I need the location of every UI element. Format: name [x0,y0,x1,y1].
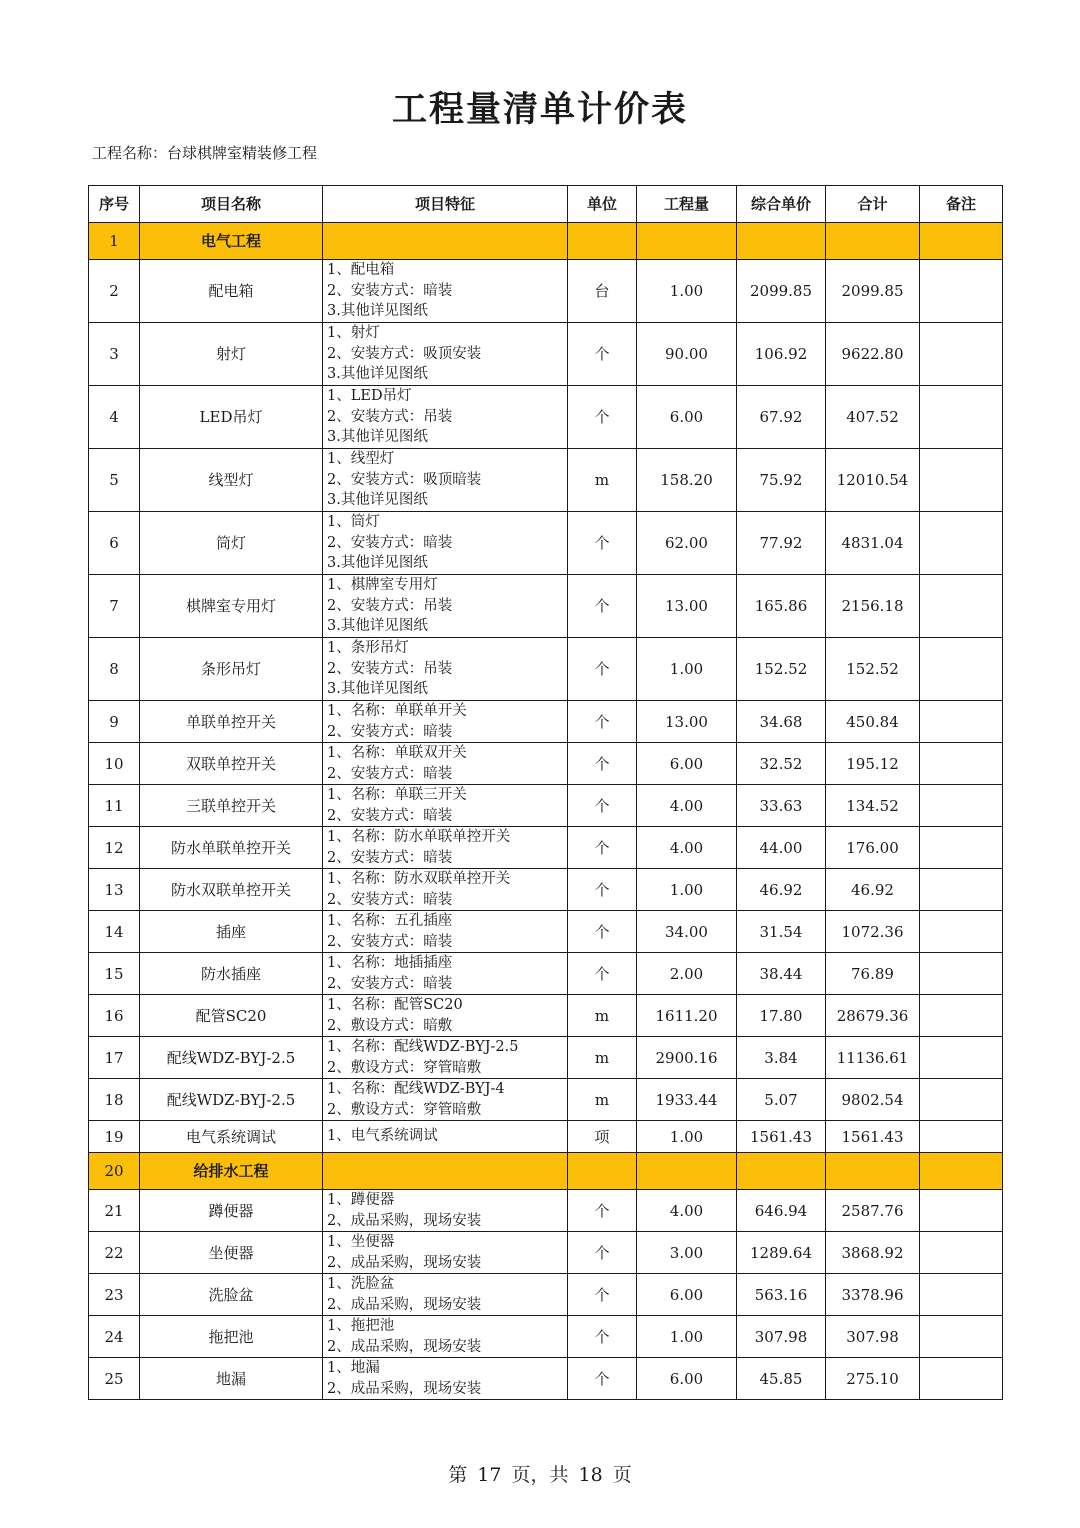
item-name: 三联单控开关 [140,785,323,827]
item-total: 176.00 [826,827,920,869]
item-unit: 个 [568,785,637,827]
item-features [323,638,568,701]
item-unit: 台 [568,260,637,323]
row-no: 8 [89,638,140,701]
item-unit: 个 [568,953,637,995]
table-row [89,449,1003,512]
item-qty: 90.00 [637,323,737,386]
feature-line: 2、安装方式：吸顶安装 [327,345,482,362]
item-note [920,911,1003,953]
feature-line: 2、安装方式：吸顶暗装 [327,471,482,488]
row-no: 10 [89,743,140,785]
item-unit: m [568,1079,637,1121]
item-features [323,1121,568,1153]
empty-cell [323,1153,568,1190]
item-features [323,953,568,995]
item-qty: 2900.16 [637,1037,737,1079]
item-features [323,1079,568,1121]
item-qty: 2.00 [637,953,737,995]
table-row [89,1121,1003,1153]
feature-line: 3.其他详见图纸 [327,429,428,446]
item-name: 插座 [140,911,323,953]
item-note [920,638,1003,701]
item-price: 46.92 [737,869,826,911]
item-qty: 4.00 [637,785,737,827]
item-total: 76.89 [826,953,920,995]
row-no: 7 [89,575,140,638]
header-row [89,186,1003,223]
item-note [920,1316,1003,1358]
feature-line: 2、安装方式：暗装 [327,933,453,950]
page-footer [0,1460,1080,1487]
item-qty: 158.20 [637,449,737,512]
row-no: 11 [89,785,140,827]
item-unit: 个 [568,575,637,638]
feature-line: 2、成品采购，现场安装 [327,1380,482,1397]
item-note [920,869,1003,911]
row-no: 19 [89,1121,140,1153]
table-row [89,869,1003,911]
row-no: 21 [89,1190,140,1232]
empty-cell [737,1153,826,1190]
row-no: 25 [89,1358,140,1400]
row-no: 17 [89,1037,140,1079]
feature-line: 1、名称：单联双开关 [327,745,467,761]
header-note: 备注 [920,186,1003,223]
header-price: 综合单价 [737,186,826,223]
feature-line: 1、电气系统调试 [327,1128,438,1145]
item-note [920,743,1003,785]
feature-line: 1、名称：地插插座 [327,955,453,971]
item-features [323,323,568,386]
item-features [323,386,568,449]
item-qty: 3.00 [637,1232,737,1274]
item-price: 77.92 [737,512,826,575]
project-name: 工程名称：台球棋牌室精装修工程 [92,144,318,162]
item-name: 配线WDZ-BYJ-2.5 [140,1037,323,1079]
item-unit: 个 [568,743,637,785]
item-name: 拖把池 [140,1316,323,1358]
item-features [323,1358,568,1400]
footer-prefix: 第 [448,1464,468,1486]
row-no: 24 [89,1316,140,1358]
item-name: 防水插座 [140,953,323,995]
table-row [89,827,1003,869]
item-qty: 62.00 [637,512,737,575]
item-features [323,995,568,1037]
table-row [89,1190,1003,1232]
item-name: 地漏 [140,1358,323,1400]
item-name: 条形吊灯 [140,638,323,701]
empty-cell [568,223,637,260]
row-no: 20 [89,1153,140,1190]
item-features [323,1274,568,1316]
item-note [920,575,1003,638]
item-note [920,1358,1003,1400]
item-unit: 个 [568,1316,637,1358]
item-qty: 1.00 [637,869,737,911]
table-row [89,260,1003,323]
item-total: 2156.18 [826,575,920,638]
item-price: 44.00 [737,827,826,869]
item-name: 双联单控开关 [140,743,323,785]
feature-line: 1、蹲便器 [327,1192,395,1208]
item-name: 配电箱 [140,260,323,323]
feature-line: 1、名称：防水单联单控开关 [327,829,511,845]
item-price: 32.52 [737,743,826,785]
item-note [920,1274,1003,1316]
header-qty: 工程量 [637,186,737,223]
footer-total-pages: 18 [578,1464,603,1486]
item-name: 单联单控开关 [140,701,323,743]
row-no: 16 [89,995,140,1037]
item-total: 4831.04 [826,512,920,575]
table-row [89,575,1003,638]
footer-page-number: 17 [477,1464,502,1486]
item-price: 165.86 [737,575,826,638]
feature-line: 2、成品采购，现场安装 [327,1338,482,1355]
item-note [920,512,1003,575]
row-no: 15 [89,953,140,995]
item-features [323,1190,568,1232]
empty-cell [568,1153,637,1190]
row-no: 2 [89,260,140,323]
item-unit: 项 [568,1121,637,1153]
footer-suffix: 页 [612,1464,632,1486]
item-features [323,869,568,911]
table-row [89,1358,1003,1400]
empty-cell [826,223,920,260]
item-price: 5.07 [737,1079,826,1121]
item-features [323,575,568,638]
item-total: 2099.85 [826,260,920,323]
feature-line: 1、名称：单联三开关 [327,787,467,803]
item-price: 2099.85 [737,260,826,323]
item-note [920,323,1003,386]
item-price: 31.54 [737,911,826,953]
feature-line: 2、安装方式：暗装 [327,765,453,782]
item-total: 450.84 [826,701,920,743]
feature-line: 2、安装方式：吊装 [327,660,453,677]
page-title: 工程量清单计价表 [391,90,688,130]
item-features [323,827,568,869]
item-price: 152.52 [737,638,826,701]
item-qty: 1.00 [637,1121,737,1153]
feature-line: 2、成品采购，现场安装 [327,1296,482,1313]
item-unit: 个 [568,386,637,449]
feature-line: 2、安装方式：暗装 [327,282,453,299]
table-row [89,323,1003,386]
feature-line: 2、成品采购，现场安装 [327,1212,482,1229]
item-features [323,785,568,827]
feature-line: 1、名称：配管SC20 [327,997,463,1013]
table-row [89,512,1003,575]
item-price: 75.92 [737,449,826,512]
row-no: 22 [89,1232,140,1274]
empty-cell [920,1153,1003,1190]
item-features [323,512,568,575]
item-total: 28679.36 [826,995,920,1037]
item-total: 2587.76 [826,1190,920,1232]
table-row [89,995,1003,1037]
table-row [89,1316,1003,1358]
feature-line: 1、棋牌室专用灯 [327,577,438,594]
item-name: 筒灯 [140,512,323,575]
item-price: 646.94 [737,1190,826,1232]
item-name: 配管SC20 [140,995,323,1037]
feature-line: 3.其他详见图纸 [327,303,428,320]
row-no: 4 [89,386,140,449]
item-total: 12010.54 [826,449,920,512]
feature-line: 1、射灯 [327,325,380,342]
section-name: 电气工程 [140,223,323,260]
section-row [89,223,1003,260]
item-unit: 个 [568,1274,637,1316]
item-note [920,1037,1003,1079]
item-features [323,449,568,512]
feature-line: 1、地漏 [327,1360,380,1376]
row-no: 6 [89,512,140,575]
empty-cell [637,1153,737,1190]
feature-line: 2、安装方式：暗装 [327,849,453,866]
row-no: 18 [89,1079,140,1121]
empty-cell [826,1153,920,1190]
feature-line: 2、安装方式：吊装 [327,597,453,614]
item-qty: 6.00 [637,386,737,449]
empty-cell [920,223,1003,260]
item-price: 45.85 [737,1358,826,1400]
item-name: 蹲便器 [140,1190,323,1232]
item-note [920,449,1003,512]
item-note [920,1079,1003,1121]
item-total: 195.12 [826,743,920,785]
table-row [89,785,1003,827]
item-total: 3868.92 [826,1232,920,1274]
feature-line: 2、敷设方式：穿管暗敷 [327,1059,482,1076]
item-features [323,911,568,953]
item-total: 9622.80 [826,323,920,386]
header-total: 合计 [826,186,920,223]
boq-table [88,185,1003,1400]
row-no: 23 [89,1274,140,1316]
item-total: 275.10 [826,1358,920,1400]
item-unit: 个 [568,1232,637,1274]
item-unit: 个 [568,1190,637,1232]
feature-line: 1、筒灯 [327,514,380,531]
item-note [920,260,1003,323]
item-total: 307.98 [826,1316,920,1358]
item-name: LED吊灯 [140,386,323,449]
item-unit: 个 [568,869,637,911]
row-no: 12 [89,827,140,869]
table-row [89,1037,1003,1079]
item-unit: 个 [568,701,637,743]
item-total: 11136.61 [826,1037,920,1079]
feature-line: 3.其他详见图纸 [327,492,428,509]
feature-line: 1、名称：单联单开关 [327,703,467,719]
item-qty: 1.00 [637,638,737,701]
item-name: 防水双联单控开关 [140,869,323,911]
header-unit: 单位 [568,186,637,223]
item-name: 射灯 [140,323,323,386]
item-features [323,260,568,323]
feature-line: 1、LED吊灯 [327,388,412,405]
feature-line: 3.其他详见图纸 [327,618,428,635]
item-qty: 13.00 [637,701,737,743]
item-price: 33.63 [737,785,826,827]
item-unit: m [568,995,637,1037]
item-qty: 1.00 [637,260,737,323]
feature-line: 3.其他详见图纸 [327,555,428,572]
header-no: 序号 [89,186,140,223]
item-features [323,1232,568,1274]
item-name: 电气系统调试 [140,1121,323,1153]
item-total: 407.52 [826,386,920,449]
item-total: 1072.36 [826,911,920,953]
item-price: 34.68 [737,701,826,743]
feature-line: 1、线型灯 [327,451,395,468]
item-name: 棋牌室专用灯 [140,575,323,638]
feature-line: 3.其他详见图纸 [327,366,428,383]
item-qty: 4.00 [637,827,737,869]
item-unit: m [568,449,637,512]
feature-line: 2、安装方式：暗装 [327,534,453,551]
item-qty: 6.00 [637,1274,737,1316]
item-qty: 13.00 [637,575,737,638]
item-note [920,1232,1003,1274]
item-name: 防水单联单控开关 [140,827,323,869]
table-row [89,701,1003,743]
feature-line: 2、敷设方式：暗敷 [327,1017,453,1034]
item-note [920,953,1003,995]
feature-line: 2、安装方式：暗装 [327,807,453,824]
empty-cell [637,223,737,260]
item-unit: 个 [568,827,637,869]
item-price: 67.92 [737,386,826,449]
item-qty: 4.00 [637,1190,737,1232]
feature-line: 1、条形吊灯 [327,640,409,657]
table-row [89,743,1003,785]
item-note [920,1190,1003,1232]
empty-cell [737,223,826,260]
item-name: 洗脸盆 [140,1274,323,1316]
item-unit: m [568,1037,637,1079]
feature-line: 2、敷设方式：穿管暗敷 [327,1101,482,1118]
table-row [89,953,1003,995]
item-total: 9802.54 [826,1079,920,1121]
row-no: 5 [89,449,140,512]
item-total: 46.92 [826,869,920,911]
feature-line: 1、洗脸盆 [327,1276,395,1292]
feature-line: 2、安装方式：吊装 [327,408,453,425]
item-unit: 个 [568,911,637,953]
item-note [920,995,1003,1037]
item-unit: 个 [568,1358,637,1400]
item-qty: 6.00 [637,1358,737,1400]
section-row [89,1153,1003,1190]
feature-line: 3.其他详见图纸 [327,681,428,698]
item-note [920,1121,1003,1153]
item-price: 307.98 [737,1316,826,1358]
item-total: 134.52 [826,785,920,827]
item-total: 3378.96 [826,1274,920,1316]
table-row [89,386,1003,449]
feature-line: 1、名称：配线WDZ-BYJ-4 [327,1081,505,1097]
feature-line: 1、配电箱 [327,262,395,279]
item-features [323,1316,568,1358]
table-row [89,1274,1003,1316]
table-body [89,223,1003,1400]
item-price: 3.84 [737,1037,826,1079]
row-no: 13 [89,869,140,911]
table-row [89,1079,1003,1121]
item-note [920,701,1003,743]
feature-line: 1、拖把池 [327,1318,395,1334]
item-qty: 1.00 [637,1316,737,1358]
item-unit: 个 [568,512,637,575]
item-total: 1561.43 [826,1121,920,1153]
header-features: 项目特征 [323,186,568,223]
item-unit: 个 [568,323,637,386]
feature-line: 2、安装方式：暗装 [327,723,453,740]
table-row [89,911,1003,953]
section-name: 给排水工程 [140,1153,323,1190]
feature-line: 2、成品采购，现场安装 [327,1254,482,1271]
item-features [323,701,568,743]
item-note [920,386,1003,449]
item-name: 配线WDZ-BYJ-2.5 [140,1079,323,1121]
item-price: 38.44 [737,953,826,995]
feature-line: 1、坐便器 [327,1234,395,1250]
item-features [323,743,568,785]
header-name: 项目名称 [140,186,323,223]
item-qty: 6.00 [637,743,737,785]
item-qty: 34.00 [637,911,737,953]
item-total: 152.52 [826,638,920,701]
feature-line: 2、安装方式：暗装 [327,891,453,908]
item-note [920,827,1003,869]
row-no: 9 [89,701,140,743]
feature-line: 1、名称：五孔插座 [327,913,453,929]
feature-line: 1、名称：配线WDZ-BYJ-2.5 [327,1039,519,1055]
feature-line: 2、安装方式：暗装 [327,975,453,992]
footer-middle: 页，共 [511,1464,569,1486]
item-unit: 个 [568,638,637,701]
item-qty: 1611.20 [637,995,737,1037]
row-no: 3 [89,323,140,386]
row-no: 1 [89,223,140,260]
row-no: 14 [89,911,140,953]
item-price: 1561.43 [737,1121,826,1153]
item-features [323,1037,568,1079]
table-row [89,1232,1003,1274]
item-name: 坐便器 [140,1232,323,1274]
item-price: 17.80 [737,995,826,1037]
item-note [920,785,1003,827]
empty-cell [323,223,568,260]
item-price: 1289.64 [737,1232,826,1274]
item-price: 563.16 [737,1274,826,1316]
item-name: 线型灯 [140,449,323,512]
item-qty: 1933.44 [637,1079,737,1121]
table-row [89,638,1003,701]
item-price: 106.92 [737,323,826,386]
feature-line: 1、名称：防水双联单控开关 [327,871,511,887]
